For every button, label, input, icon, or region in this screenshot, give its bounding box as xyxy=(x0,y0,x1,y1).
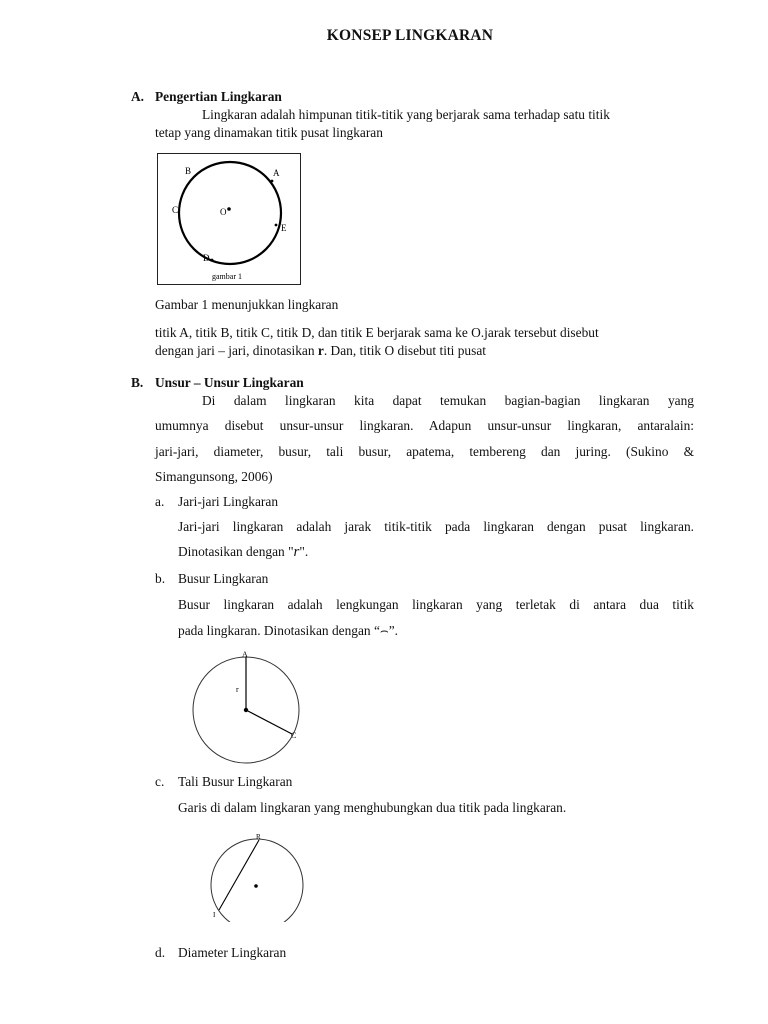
item-d-letter: d. xyxy=(155,945,166,960)
section-b-para-line3: jari-jari, diameter, busur, tali busur, apatema, tembereng dan juring. (Sukino & xyxy=(155,444,694,459)
section-b-para-line4: Simangunsong, 2006) xyxy=(155,469,273,484)
section-a-para-line2: tetap yang dinamakan titik pusat lingkaran xyxy=(155,125,383,140)
figure-1-circle-diagram xyxy=(157,153,302,286)
section-b-para-line2: umumnya disebut unsur-unsur lingkaran. Adapun unsur-unsur lingkaran, antaralain: xyxy=(155,418,694,433)
figure-1-label-e: E xyxy=(281,223,287,233)
section-a-para-line1: Lingkaran adalah himpunan titik-titik yang berjarak sama terhadap satu titik xyxy=(202,107,610,122)
figure-busur-label-r: r xyxy=(236,685,239,694)
item-a-line1: Jari-jari lingkaran adalah jarak titik-titik pada lingkaran dengan pusat lingkaran. xyxy=(178,519,694,534)
section-b-letter: B. xyxy=(131,375,144,390)
item-b-line2: pada lingkaran. Dinotasikan dengan “⌢”. xyxy=(178,623,399,638)
item-b-letter: b. xyxy=(155,571,166,586)
item-c-line1: Garis di dalam lingkaran yang menghubungkan dua titik pada lingkaran. xyxy=(178,800,567,815)
page-title: KONSEP LINGKARAN xyxy=(326,27,494,44)
figure-1-caption: gambar 1 xyxy=(212,272,242,281)
figure-1-label-a: A xyxy=(273,168,280,178)
item-d-label: Diameter Lingkaran xyxy=(178,945,287,960)
desc-line2-pre: dengan jari – jari, dinotasikan xyxy=(155,343,318,358)
item-c-letter: c. xyxy=(155,774,165,789)
figure-busur-diagram xyxy=(188,646,308,766)
desc-line2-bold: r xyxy=(317,343,324,358)
item-b-line1: Busur lingkaran adalah lengkungan lingkaran yang terletak di antara dua titik xyxy=(178,597,694,612)
figure-tali-busur-center-point xyxy=(254,884,258,888)
figure-tali-busur-label-r: R xyxy=(256,833,261,841)
figure-busur-label-a: A xyxy=(242,650,248,659)
section-a-heading: Pengertian Lingkaran xyxy=(155,89,282,104)
figure-1-label-d: D xyxy=(203,253,210,263)
figure-tali-busur-circle xyxy=(211,839,303,922)
figure-1-center-point xyxy=(227,207,231,211)
figure-tali-busur-label-i: I xyxy=(213,911,216,919)
section-a-desc-line1: titik A, titik B, titik C, titik D, dan titik E berjarak sama ke O.jarak tersebut disebut xyxy=(155,325,599,340)
section-a-desc-line2 xyxy=(155,342,486,359)
figure-1-circle xyxy=(179,162,281,264)
figure-1-label-c: C xyxy=(172,205,179,215)
figure-1-caption-text: Gambar 1 menunjukkan lingkaran xyxy=(155,297,339,312)
figure-busur-radius-c xyxy=(246,710,292,734)
section-a-letter: A. xyxy=(131,89,145,104)
item-a-line2 xyxy=(178,543,308,563)
item-a-label: Jari-jari Lingkaran xyxy=(178,494,279,509)
figure-busur-label-c: C xyxy=(291,731,297,740)
desc-line2-post: . Dan, titik O disebut titi pusat xyxy=(323,343,486,358)
figure-1-label-o: O xyxy=(220,207,227,217)
item-c-label: Tali Busur Lingkaran xyxy=(178,774,293,789)
item-a-line2-pre: Dinotasikan dengan " xyxy=(178,544,294,559)
figure-1-label-b: B xyxy=(185,166,192,176)
section-b-para-line1: Di dalam lingkaran kita dapat temukan bagian-bagian lingkaran yang xyxy=(202,393,694,408)
item-a-line2-post: ". xyxy=(299,544,309,559)
figure-tali-busur-diagram xyxy=(205,830,305,922)
item-a-line2-var: r xyxy=(293,544,300,560)
item-a-letter: a. xyxy=(155,494,165,509)
section-b-heading: Unsur – Unsur Lingkaran xyxy=(155,375,304,390)
item-b-label: Busur Lingkaran xyxy=(178,571,269,586)
figure-busur-center-point xyxy=(244,708,248,712)
figure-tali-busur-chord xyxy=(219,840,259,910)
